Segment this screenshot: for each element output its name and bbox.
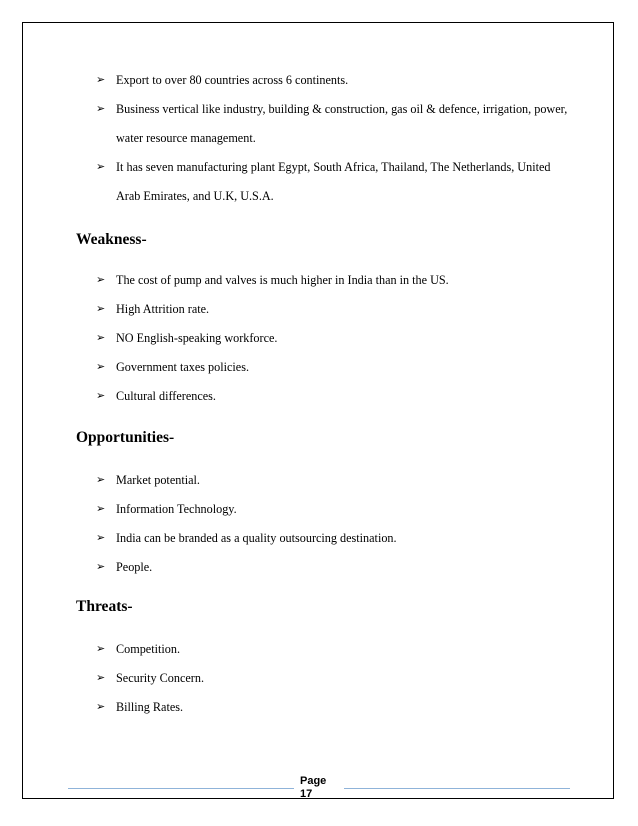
arrow-bullet-icon: ➢ [96,103,106,115]
list-item [96,353,576,382]
arrow-bullet-icon: ➢ [96,303,106,315]
arrow-bullet-icon: ➢ [96,643,106,655]
list-item-text: Security Concern. [116,671,204,685]
threats-list [96,635,576,722]
arrow-bullet-icon: ➢ [96,161,106,173]
opportunities-list [96,466,576,582]
list-item [96,466,576,495]
list-item-text: Information Technology. [116,502,237,516]
list-item [96,95,576,153]
list-item [96,693,576,722]
list-item [96,495,576,524]
list-item [96,553,576,582]
footer-divider-right [344,788,570,789]
arrow-bullet-icon: ➢ [96,561,106,573]
arrow-bullet-icon: ➢ [96,390,106,402]
list-item [96,635,576,664]
list-item-text: High Attrition rate. [116,302,210,316]
list-item [96,664,576,693]
list-item-text: Business vertical like industry, building & construction, gas oil & defence, irrigation, power, water resource management. [116,102,568,145]
arrow-bullet-icon: ➢ [96,503,106,515]
list-item [96,295,576,324]
list-item [96,66,576,95]
section-heading-threats: Threats- [76,598,133,615]
list-item-text: Export to over 80 countries across 6 continents. [116,73,349,87]
arrow-bullet-icon: ➢ [96,274,106,286]
footer-divider-left [68,788,294,789]
list-item [96,382,576,411]
list-item-text: India can be branded as a quality outsourcing destination. [116,531,397,545]
section-heading-weakness: Weakness- [76,231,147,248]
list-item [96,266,576,295]
strengths-list [96,66,576,211]
arrow-bullet-icon: ➢ [96,74,106,86]
arrow-bullet-icon: ➢ [96,672,106,684]
list-item-text: NO English-speaking workforce. [116,331,278,345]
list-item-text: It has seven manufacturing plant Egypt, South Africa, Thailand, The Netherlands, United Arab Emirates, and U.K, U.S.A. [116,160,551,203]
page-number: Page 17 [300,775,327,800]
weakness-list [96,266,576,411]
arrow-bullet-icon: ➢ [96,361,106,373]
list-item-text: Competition. [116,642,180,656]
list-item-text: Market potential. [116,473,200,487]
list-item [96,153,576,211]
list-item-text: Government taxes policies. [116,360,250,374]
list-item-text: People. [116,560,153,574]
arrow-bullet-icon: ➢ [96,532,106,544]
section-heading-opportunities: Opportunities- [76,429,175,446]
arrow-bullet-icon: ➢ [96,474,106,486]
list-item [96,324,576,353]
list-item [96,524,576,553]
list-item-text: Billing Rates. [116,700,184,714]
list-item-text: The cost of pump and valves is much higher in India than in the US. [116,273,449,287]
arrow-bullet-icon: ➢ [96,701,106,713]
arrow-bullet-icon: ➢ [96,332,106,344]
list-item-text: Cultural differences. [116,389,216,403]
